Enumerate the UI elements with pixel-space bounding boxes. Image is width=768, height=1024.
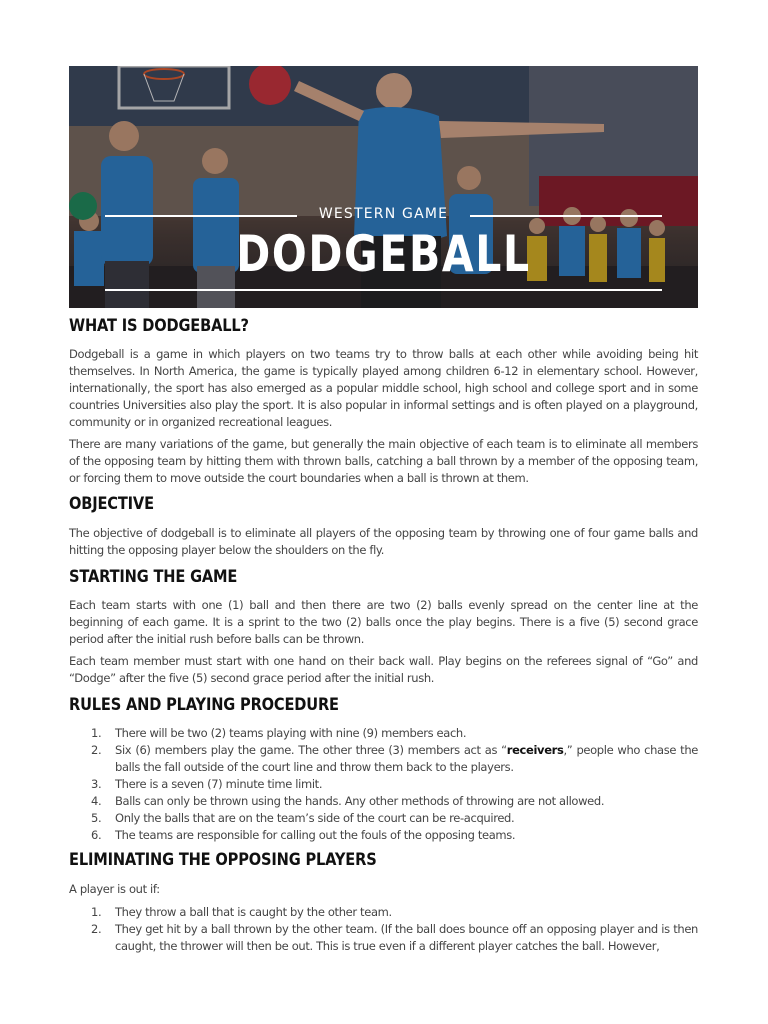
rules-list [69, 725, 698, 844]
list-number: 2. [91, 922, 102, 936]
list-item-text: There is a seven (7) minute time limit. [115, 777, 323, 791]
hero-banner [69, 66, 698, 308]
list-item-text: Balls can only be thrown using the hands. Any other methods of throwing are not allowed. [115, 794, 605, 808]
list-number: 5. [91, 811, 102, 825]
paragraph: Each team starts with one (1) ball and then there are two (2) balls evenly spread on the center line at the beginning of each game. It is a sprint to the two (2) balls once the play begins. There is a five (5) second grace period after the initial rush before balls can be thrown. [69, 598, 698, 646]
section-objective [69, 492, 698, 516]
section-heading: OBJECTIVE [69, 494, 154, 514]
list-number: 4. [91, 794, 102, 808]
list-number: 6. [91, 828, 102, 842]
list-item [69, 810, 698, 827]
section-heading: WHAT IS DODGEBALL? [69, 316, 249, 336]
paragraph: There are many variations of the game, but generally the main objective of each team is to eliminate all members of the opposing team by hitting them with thrown balls, catching a ball thrown by a member of the opposing team, or forcing them to move outside the court boundaries when a ball is thrown at them. [69, 437, 698, 485]
rules-list-wrap [69, 725, 698, 844]
eliminating-list-wrap [69, 904, 698, 955]
list-item [69, 904, 698, 921]
list-item-text: Six (6) members play the game. The other three (3) members act as “ [115, 743, 507, 757]
list-item [69, 921, 698, 955]
list-item-text: The teams are responsible for calling out the fouls of the opposing teams. [115, 828, 516, 842]
receivers-emphasis: receivers [506, 743, 564, 757]
paragraph: Each team member must start with one hand on their back wall. Play begins on the referees signal of “Go” and “Dodge” after the five (5) second grace period after the initial rush. [69, 654, 698, 685]
document-page [69, 66, 698, 953]
list-item-text: They throw a ball that is caught by the other team. [115, 905, 392, 919]
section-heading: RULES AND PLAYING PROCEDURE [69, 695, 339, 715]
hero-eyebrow: WESTERN GAME [318, 206, 449, 222]
list-number: 1. [91, 905, 102, 919]
list-item [69, 827, 698, 844]
list-item [69, 742, 698, 776]
list-number: 1. [91, 726, 102, 740]
section-starting-body [69, 597, 698, 648]
list-item-text: There will be two (2) teams playing with nine (9) members each. [115, 726, 467, 740]
paragraph: A player is out if: [69, 882, 160, 896]
section-what-body-2 [69, 436, 698, 487]
section-eliminating [69, 848, 698, 872]
section-starting-the-game [69, 565, 698, 589]
section-objective-body [69, 525, 698, 559]
list-item-text: They get hit by a ball thrown by the other team. (If the ball does bounce off an opposing player and is then caught, the thrower will then be out. This is true even if a different player catches the ball. However, [115, 922, 698, 953]
section-heading: ELIMINATING THE OPPOSING PLAYERS [69, 850, 377, 870]
list-item [69, 776, 698, 793]
list-item [69, 793, 698, 810]
list-number: 2. [91, 743, 102, 757]
list-number: 3. [91, 777, 102, 791]
hero-title: DODGEBALL [236, 225, 531, 283]
list-item-text: ,” people who chase the balls the fall outside of the court line and throw them back to the players. [115, 743, 698, 774]
eliminating-list [69, 904, 698, 955]
section-starting-body-2 [69, 653, 698, 687]
section-what-is-dodgeball [69, 314, 698, 338]
list-item-text: Only the balls that are on the team’s side of the court can be re-acquired. [115, 811, 515, 825]
list-item [69, 725, 698, 742]
section-eliminating-intro [69, 881, 698, 898]
paragraph: The objective of dodgeball is to eliminate all players of the opposing team by throwing one of four game balls and hitting the opposing player below the shoulders on the fly. [69, 526, 698, 557]
paragraph: Dodgeball is a game in which players on two teams try to throw balls at each other while avoiding being hit themselves. In North America, the game is typically played among children 6-12 in elementary school. However, internationally, the sport has also emerged as a popular middle school, high school and college sport and in some countries Universities also play the sport. It is also popular in informal settings and is often played on a playground, community or in organized recreational leagues. [69, 347, 698, 429]
section-heading: STARTING THE GAME [69, 567, 238, 587]
section-what-body [69, 346, 698, 431]
hero-divider-bottom [105, 289, 662, 291]
section-rules [69, 693, 698, 717]
